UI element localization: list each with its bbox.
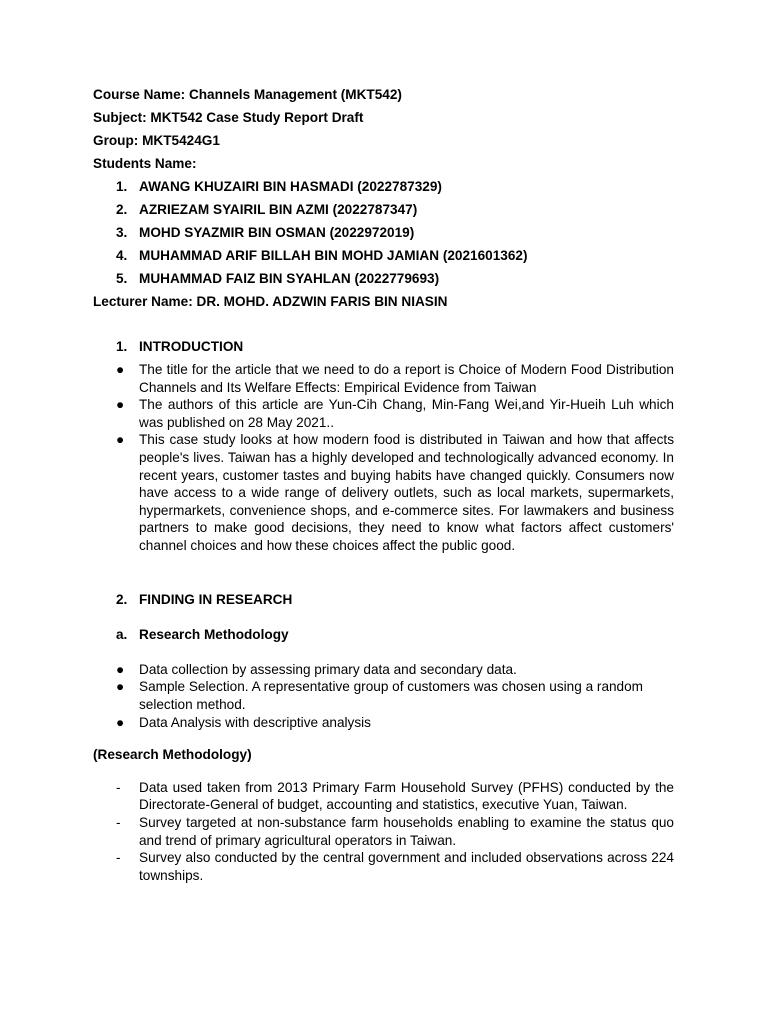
- list-number: 2.: [116, 201, 128, 217]
- bullet-icon: ●: [116, 397, 125, 413]
- subsection-title: Research Methodology: [139, 627, 289, 643]
- introduction-list: [93, 361, 674, 555]
- section-number: 2.: [116, 591, 128, 607]
- student-item: [93, 224, 674, 242]
- students-list: [93, 178, 674, 288]
- section-title: INTRODUCTION: [139, 339, 244, 355]
- student-name: MUHAMMAD ARIF BILLAH BIN MOHD JAMIAN (2021601362): [139, 247, 528, 263]
- list-number: 4.: [116, 247, 128, 263]
- student-item: [93, 178, 674, 196]
- methodology-dash-list: [93, 779, 674, 885]
- list-item-text: The title for the article that we need to do a report is Choice of Modern Food Distribution Channels and Its Welfare Effects: Empirical Evidence from Taiwan: [139, 362, 674, 395]
- bullet-icon: ●: [116, 362, 125, 378]
- list-item: [93, 396, 674, 431]
- list-item: [93, 361, 674, 396]
- section-heading-finding: [93, 591, 674, 609]
- student-item: [93, 270, 674, 288]
- methodology-label: (Research Methodology): [93, 747, 252, 763]
- list-item-text: Survey targeted at non-substance farm households enabling to examine the status quo and trend of primary agricultural operators in Taiwan.: [139, 814, 674, 848]
- list-item-text: Sample Selection. A representative group of customers was chosen using a random selection method.: [139, 679, 644, 712]
- students-label: Students Name:: [93, 155, 197, 171]
- bullet-icon: ●: [116, 432, 125, 448]
- list-number: 3.: [116, 224, 128, 240]
- list-item: [93, 779, 674, 814]
- bullet-icon: ●: [116, 661, 125, 677]
- subject-line: Subject: MKT542 Case Study Report Draft: [93, 109, 364, 125]
- student-name: AZRIEZAM SYAIRIL BIN AZMI (2022787347): [139, 201, 418, 217]
- student-item: [93, 247, 674, 265]
- list-number: 5.: [116, 270, 128, 286]
- list-item-text: The authors of this article are Yun-Cih Chang, Min-Fang Wei,and Yir-Hueih Luh which was published on 28 May 2021..: [139, 397, 674, 430]
- subsection-heading-methodology: [93, 626, 674, 644]
- list-item: [93, 431, 674, 554]
- course-name: Course Name: Channels Management (MKT542): [93, 87, 402, 102]
- list-number: 1.: [116, 178, 128, 194]
- list-item-text: Data used taken from 2013 Primary Farm Household Survey (PFHS) conducted by the Directorate-General of budget, accounting and statistics, executive Yuan, Taiwan.: [139, 779, 674, 813]
- student-name: MOHD SYAZMIR BIN OSMAN (2022972019): [139, 224, 415, 240]
- student-item: [93, 201, 674, 219]
- methodology-bullet-list: [93, 661, 674, 731]
- subsection-letter: a.: [116, 627, 128, 643]
- bullet-icon: ●: [116, 714, 125, 730]
- dash-icon: -: [116, 779, 121, 795]
- dash-icon: -: [116, 814, 121, 830]
- bullet-icon: ●: [116, 679, 125, 695]
- list-item-text: This case study looks at how modern food is distributed in Taiwan and how that affects people's lives. Taiwan has a highly developed and technologically advanced economy. In recent years, customer tastes and buying habits have changed quickly. Consumers now have access to a wide range of delivery outlets, such as local markets, supermarkets, hypermarkets, convenience shops, and e-commerce sites. For lawmakers and business partners to make good decisions, they need to know what factors affect customers' channel choices and how these choices affect the public good.: [139, 432, 674, 553]
- student-name: MUHAMMAD FAIZ BIN SYAHLAN (2022779693): [139, 270, 440, 286]
- list-item-text: Data Analysis with descriptive analysis: [139, 714, 371, 730]
- lecturer-name: Lecturer Name: DR. MOHD. ADZWIN FARIS BIN NIASIN: [93, 293, 448, 309]
- dash-icon: -: [116, 850, 121, 866]
- section-number: 1.: [116, 339, 128, 355]
- list-item: [93, 714, 674, 732]
- list-item: [93, 849, 674, 884]
- list-item-text: Survey also conducted by the central government and included observations across 224 townships.: [139, 850, 674, 883]
- group-line: Group: MKT5424G1: [93, 132, 220, 148]
- list-item: [93, 678, 674, 713]
- list-item-text: Data collection by assessing primary data and secondary data.: [139, 661, 517, 677]
- section-title: FINDING IN RESEARCH: [139, 591, 293, 607]
- list-item: [93, 814, 674, 849]
- section-heading-introduction: [93, 338, 674, 356]
- student-name: AWANG KHUZAIRI BIN HASMADI (2022787329): [139, 178, 442, 194]
- list-item: [93, 661, 674, 679]
